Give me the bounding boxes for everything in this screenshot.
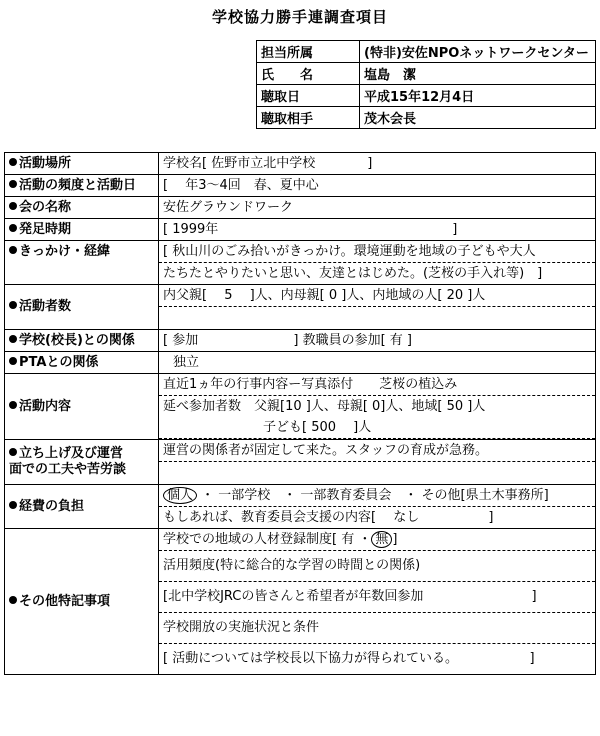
row-label: 学校(校長)との関係 bbox=[19, 332, 135, 348]
info-row-date bbox=[257, 85, 596, 107]
row-value: 運営の関係者が固定して来た。スタッフの育成が急務。 bbox=[159, 440, 595, 462]
bullet-icon bbox=[9, 596, 17, 604]
row-value: [ 年3～4回 春、夏中心 bbox=[163, 178, 319, 193]
circled-option: 個人 bbox=[163, 487, 197, 504]
row-frequency bbox=[5, 175, 596, 197]
row-label: 活動の頻度と活動日 bbox=[19, 177, 137, 193]
info-row-name bbox=[257, 63, 596, 85]
row-label: 経費の負担 bbox=[19, 498, 85, 514]
row-label: その他特記事項 bbox=[19, 593, 111, 609]
row-value: [ 1999年 ] bbox=[163, 222, 458, 237]
cost-options: ・ 一部学校 ・ 一部教育委員会 ・ その他[県土木事務所] bbox=[201, 488, 549, 503]
row-value: [ 参加 ] bbox=[163, 333, 299, 348]
row-cost bbox=[5, 485, 596, 529]
row-label: PTAとの関係 bbox=[19, 354, 99, 370]
bullet-icon bbox=[9, 357, 17, 365]
registry-question: 学校での地域の人材登録制度[ 有 ・ bbox=[163, 532, 372, 547]
row-content bbox=[5, 374, 596, 440]
bullet-icon bbox=[9, 401, 17, 409]
row-label: 活動者数 bbox=[19, 299, 72, 314]
row-value-staff: 教職員の参加[ 有 ] bbox=[302, 333, 412, 348]
info-value: (特非)安佐NPOネットワークセンター bbox=[360, 41, 596, 63]
row-value-line: もしあれば、教育委員会支援の内容[ なし ] bbox=[163, 510, 494, 525]
row-value-line: 子ども[ 500 ]人 bbox=[159, 417, 595, 439]
row-launch bbox=[5, 440, 596, 485]
row-value-line: [ 秋山川のごみ拾いがきっかけ。環境運動を地域の子どもや大人 bbox=[159, 241, 595, 263]
bullet-icon bbox=[9, 301, 17, 309]
row-label: 会の名称 bbox=[19, 199, 72, 215]
bullet-icon bbox=[9, 158, 17, 166]
row-origin bbox=[5, 241, 596, 285]
row-label: 活動場所 bbox=[19, 155, 72, 171]
page-title: 学校協力勝手連調査項目 bbox=[211, 8, 388, 26]
info-label: 聴取相手 bbox=[257, 107, 360, 129]
row-org-name bbox=[5, 197, 596, 219]
info-table bbox=[256, 40, 596, 129]
bullet-icon bbox=[9, 224, 17, 232]
info-label: 聴取日 bbox=[257, 85, 360, 107]
survey-table bbox=[4, 152, 596, 675]
info-row-interviewee bbox=[257, 107, 596, 129]
row-value: 独立 bbox=[173, 355, 200, 370]
row-value-line: 延べ参加者数 父親[10 ]人、母親[ 0]人、地域[ 50 ]人 bbox=[163, 399, 486, 414]
row-label: 立ち上げ及び運営 bbox=[19, 446, 124, 461]
row-other bbox=[5, 529, 596, 675]
info-label: 氏 名 bbox=[257, 63, 360, 85]
row-place bbox=[5, 153, 596, 175]
row-value: 学校名[ 佐野市立北中学校 ] bbox=[163, 156, 373, 171]
bullet-icon bbox=[9, 180, 17, 188]
row-label: 活動内容 bbox=[19, 398, 72, 414]
registry-close: ] bbox=[392, 532, 398, 547]
row-value-line: 学校開放の実施状況と条件 bbox=[159, 613, 595, 644]
row-label: 発足時期 bbox=[19, 221, 72, 237]
info-value: 茂木会長 bbox=[360, 107, 596, 129]
row-value-line: 直近1ヵ年の行事内容ー写真添付 芝桜の植込み bbox=[159, 374, 595, 396]
row-members bbox=[5, 285, 596, 330]
row-start bbox=[5, 219, 596, 241]
bullet-icon bbox=[9, 335, 17, 343]
row-value-line: 活用頻度(特に総合的な学習の時間との関係) bbox=[159, 551, 595, 582]
bullet-icon bbox=[9, 448, 17, 456]
info-row-department bbox=[257, 41, 596, 63]
row-principal bbox=[5, 330, 596, 352]
row-value: 安佐グラウンドワーク bbox=[163, 200, 294, 215]
row-value-line: [北中学校JRCの皆さんと希望者が年数回参加 ] bbox=[159, 582, 595, 613]
row-pta bbox=[5, 352, 596, 374]
row-label-cont: 面での工夫や苦労談 bbox=[9, 462, 127, 477]
circled-option: 無 bbox=[371, 531, 392, 548]
info-value: 平成15年12月4日 bbox=[360, 85, 596, 107]
bullet-icon bbox=[9, 202, 17, 210]
row-value: 内父親[ 5 ]人、内母親[ 0 ]人、内地域の人[ 20 ]人 bbox=[159, 285, 595, 307]
info-label: 担当所属 bbox=[257, 41, 360, 63]
row-value-line: [ 活動については学校長以下協力が得られている。 ] bbox=[163, 651, 535, 666]
info-value: 塩島 潔 bbox=[360, 63, 596, 85]
bullet-icon bbox=[9, 246, 17, 254]
bullet-icon bbox=[9, 501, 17, 509]
row-value-line: たちたとやりたいと思い、友達とはじめた。(芝桜の手入れ等) ] bbox=[163, 266, 543, 281]
row-label: きっかけ・経緯 bbox=[19, 244, 111, 259]
